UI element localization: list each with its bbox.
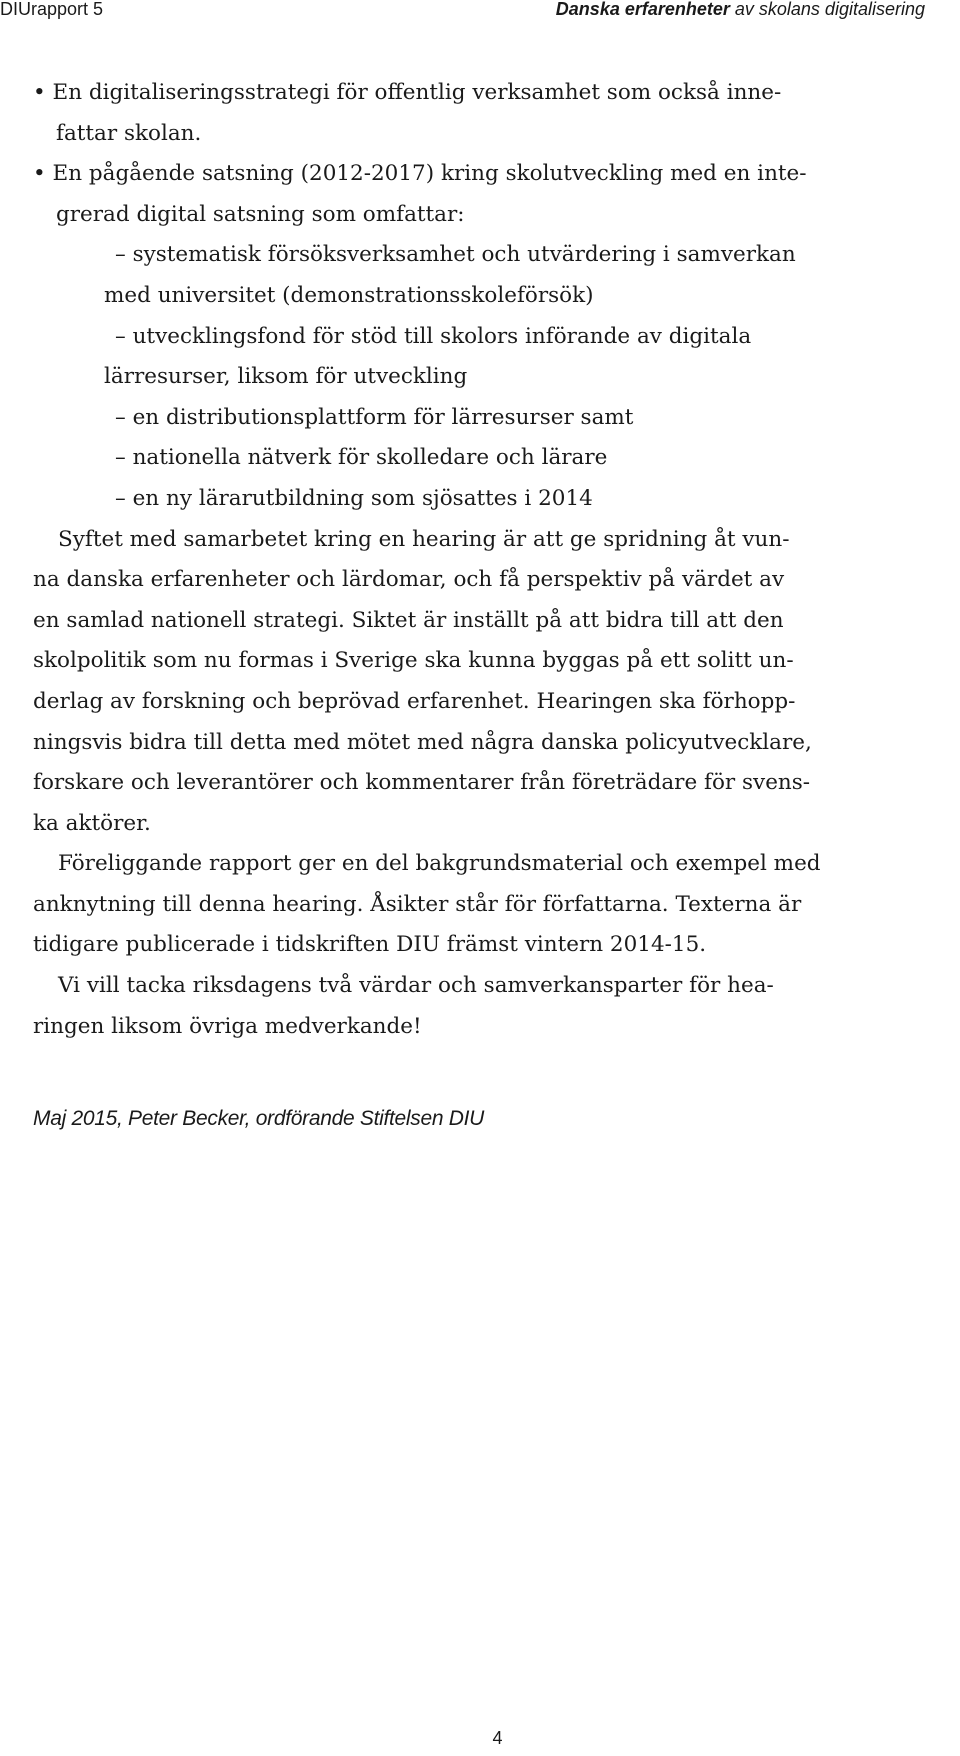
text-line: • En digitaliseringsstrategi för offentlig verksamhet som också inne- (33, 80, 782, 105)
text-line: grerad digital satsning som omfattar: (56, 201, 465, 227)
subtitle-bold: Danska erfarenheter (555, 0, 730, 19)
text-line: en samlad nationell strategi. Siktet är inställt på att bidra till att den (33, 607, 784, 633)
sub-item: – utvecklingsfond för stöd till skolors införande av digitala (115, 323, 752, 349)
text-line: ka aktörer. (33, 810, 151, 836)
sub-item: – nationella nätverk för skolledare och lärare (115, 445, 608, 471)
report-title: DIUrapport 5 (0, 0, 104, 19)
text-line: anknytning till denna hearing. Åsikter står för författarna. Texterna är (33, 891, 802, 917)
text-line: fattar skolan. (56, 120, 202, 146)
sub-item: – systematisk försöksverksamhet och utvärdering i samverkan (115, 242, 796, 268)
subtitle-rest: av skolans digitalisering (729, 0, 925, 19)
paragraph (33, 844, 933, 966)
signature-line: Maj 2015, Peter Becker, ordförande Stiftelsen DIU (33, 1107, 485, 1130)
page-header (0, 0, 960, 26)
paragraph (33, 520, 933, 845)
report-subtitle (556, 0, 925, 18)
text-line: ringen liksom övriga medverkande! (33, 1013, 422, 1039)
sub-item-cont: med universitet (demonstrationsskoleförsök) (104, 282, 594, 308)
text-line: forskare och leverantörer och kommentarer från företrädare för svens- (33, 770, 811, 796)
text-line: Syftet med samarbetet kring en hearing är att ge spridning åt vun- (58, 526, 790, 552)
bullet-item (33, 73, 933, 154)
paragraph (33, 966, 933, 1047)
text-line: na danska erfarenheter och lärdomar, och få perspektiv på värdet av (33, 567, 785, 593)
text-line: skolpolitik som nu formas i Sverige ska kunna byggas på ett solitt un- (33, 648, 794, 674)
page-number: 4 (492, 1728, 503, 1748)
bullet-item (33, 154, 933, 235)
sub-item: – en distributionsplattform för lärresurser samt (115, 404, 634, 430)
sub-item: – en ny lärarutbildning som sjösattes i 2014 (115, 485, 593, 511)
text-line: tidigare publicerade i tidskriften DIU främst vintern 2014-15. (33, 932, 707, 958)
page-number-wrap (0, 1728, 960, 1749)
text-line: • En pågående satsning (2012-2017) kring skolutveckling med en inte- (33, 161, 807, 187)
sub-list (33, 235, 933, 519)
text-line: ningsvis bidra till detta med mötet med några danska policyutvecklare, (33, 729, 812, 755)
sub-item-cont: lärresurser, liksom för utveckling (104, 364, 468, 390)
text-line: derlag av forskning och beprövad erfarenhet. Hearingen ska förhopp- (33, 688, 796, 714)
body-text (33, 73, 933, 1047)
text-line: Vi vill tacka riksdagens två värdar och samverkansparter för hea- (58, 973, 774, 999)
text-line: Föreliggande rapport ger en del bakgrundsmaterial och exempel med (58, 851, 821, 877)
